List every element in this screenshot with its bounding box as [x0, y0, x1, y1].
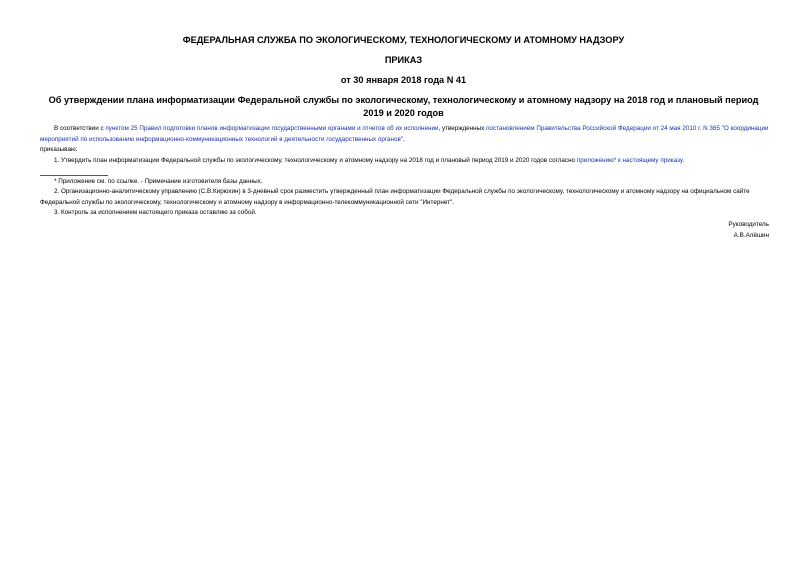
item-1-paragraph [40, 156, 770, 167]
document-date-number: от 30 января 2018 года N 41 [340, 75, 467, 85]
appendix-link[interactable]: приложению* к настоящему приказу [576, 157, 683, 164]
document-title: Об утверждении плана информатизации Федеральной службы по экологическому, технологическому и атомному надзору на 2018 год и плановый период 2019 и 2020 годов [48, 95, 759, 118]
order-word: приказываю: [40, 146, 78, 153]
basis-suffix: , [403, 135, 405, 143]
item-3-paragraph: 3. Контроль за исполнением настоящего приказа оставляю за собой. [54, 209, 257, 216]
signer-position: Руководитель [728, 221, 769, 228]
legal-basis-paragraph [40, 124, 770, 145]
footnote-text: * Приложение см. по ссылке. - Примечание изготовителя базы данных. [54, 178, 263, 185]
agency-name: ФЕДЕРАЛЬНАЯ СЛУЖБА ПО ЭКОЛОГИЧЕСКОМУ, ТЕХНОЛОГИЧЕСКОМУ И АТОМНОМУ НАДЗОРУ [182, 35, 625, 45]
document-type: ПРИКАЗ [384, 55, 423, 65]
basis-prefix: В соответствии с [54, 125, 106, 132]
government-decree-link[interactable]: постановлением Правительства Российской Федерации от 24 мая 2010 г. N 365 "О координации мероприятий по использованию информационно-коммуникационных технологий в деятельности государственных органов" [40, 125, 769, 143]
basis-middle: , утвержденных [438, 125, 487, 132]
rules-link[interactable]: пунктом 25 Правил подготовки планов информатизации государственными органами и отчетов об их исполнении [105, 125, 439, 132]
item-1-text: 1. Утвердить план информатизации Федеральной службы по экологическому, технологическому и атомному надзору на 2018 год и плановый период 2019 и 2020 годов согласно [54, 157, 577, 164]
signer-name: А.В.Алёшин [733, 232, 769, 239]
item-1-end: . [682, 157, 685, 164]
footnote-divider [40, 175, 108, 176]
item-2-paragraph: 2. Организационно-аналитическому управлению (С.В.Кирюхин) в 3-дневный срок разместить утвержденный план информатизации Федеральной службы по экологическому, технологическому и атомному надзору на официальном сайте Федеральной службы по экологическому, технологическому и атомному надзору в информационно-телекоммуникационной сети "Интернет". [40, 188, 750, 206]
